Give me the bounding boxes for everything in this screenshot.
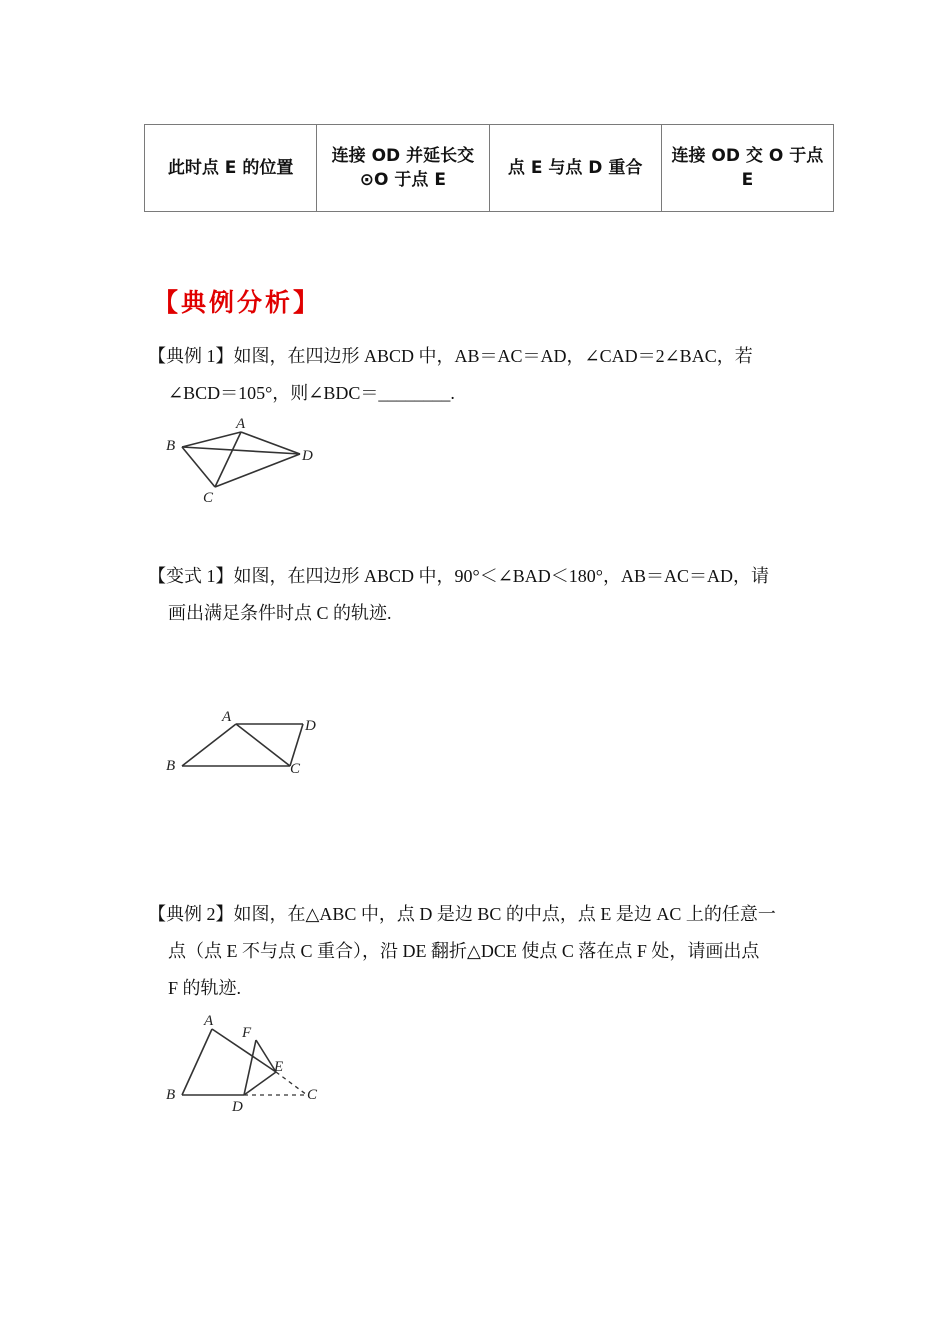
- label-a: A: [204, 1013, 214, 1029]
- table-cell: 点 E 与点 D 重合: [489, 125, 661, 212]
- label-c: C: [307, 1087, 318, 1103]
- segment-bc: [182, 447, 215, 487]
- label-b: B: [166, 438, 176, 454]
- example2-text: [148, 896, 812, 1007]
- label-b: B: [166, 1087, 176, 1103]
- label-c: C: [203, 490, 214, 506]
- example2-figure: [160, 1010, 330, 1120]
- segment-ac: [236, 724, 290, 766]
- segment-ab: [182, 1029, 212, 1095]
- label-c: C: [290, 761, 301, 777]
- segment-fe: [256, 1040, 276, 1072]
- example1-line1: 【典例 1】如图，在四边形 ABCD 中，AB＝AC＝AD，∠CAD＝2∠BAC，若: [148, 346, 753, 366]
- label-f: F: [242, 1025, 252, 1041]
- example1-figure: [160, 414, 330, 509]
- example1-line2: ∠BCD＝105°，则∠BDC＝________.: [168, 383, 455, 403]
- label-a: A: [222, 709, 232, 725]
- segment-ec-dashed: [276, 1072, 307, 1095]
- variant1-line2: 画出满足条件时点 C 的轨迹.: [168, 603, 392, 623]
- variant1-text: [148, 558, 812, 632]
- segment-ba: [182, 724, 236, 766]
- variant1-figure: [160, 704, 330, 779]
- label-a: A: [236, 416, 246, 432]
- label-b: B: [166, 758, 176, 774]
- info-table: [144, 124, 834, 212]
- table-cell: 连接 OD 并延长交⊙O 于点 E: [317, 125, 489, 212]
- section-title: 【典例分析】: [153, 288, 322, 317]
- variant1-line1: 【变式 1】如图，在四边形 ABCD 中，90°＜∠BAD＜180°，AB＝AC＝AD，请: [148, 566, 769, 586]
- label-e: E: [274, 1059, 284, 1075]
- table-cell: 此时点 E 的位置: [145, 125, 317, 212]
- label-d: D: [302, 448, 313, 464]
- example2-line2: 点（点 E 不与点 C 重合），沿 DE 翻折△DCE 使点 C 落在点 F 处，请画出点: [168, 941, 760, 961]
- example2-line3: F 的轨迹.: [168, 978, 242, 998]
- example2-line1: 【典例 2】如图，在△ABC 中，点 D 是边 BC 的中点，点 E 是边 AC 上的任意一: [148, 904, 776, 924]
- segment-dc: [290, 724, 303, 766]
- table-cell: 连接 OD 交 O 于点 E: [661, 125, 833, 212]
- example1-text: [148, 338, 812, 412]
- segment-ba: [182, 432, 241, 447]
- label-d: D: [232, 1099, 243, 1115]
- table-row: [145, 125, 834, 212]
- label-d: D: [305, 718, 316, 734]
